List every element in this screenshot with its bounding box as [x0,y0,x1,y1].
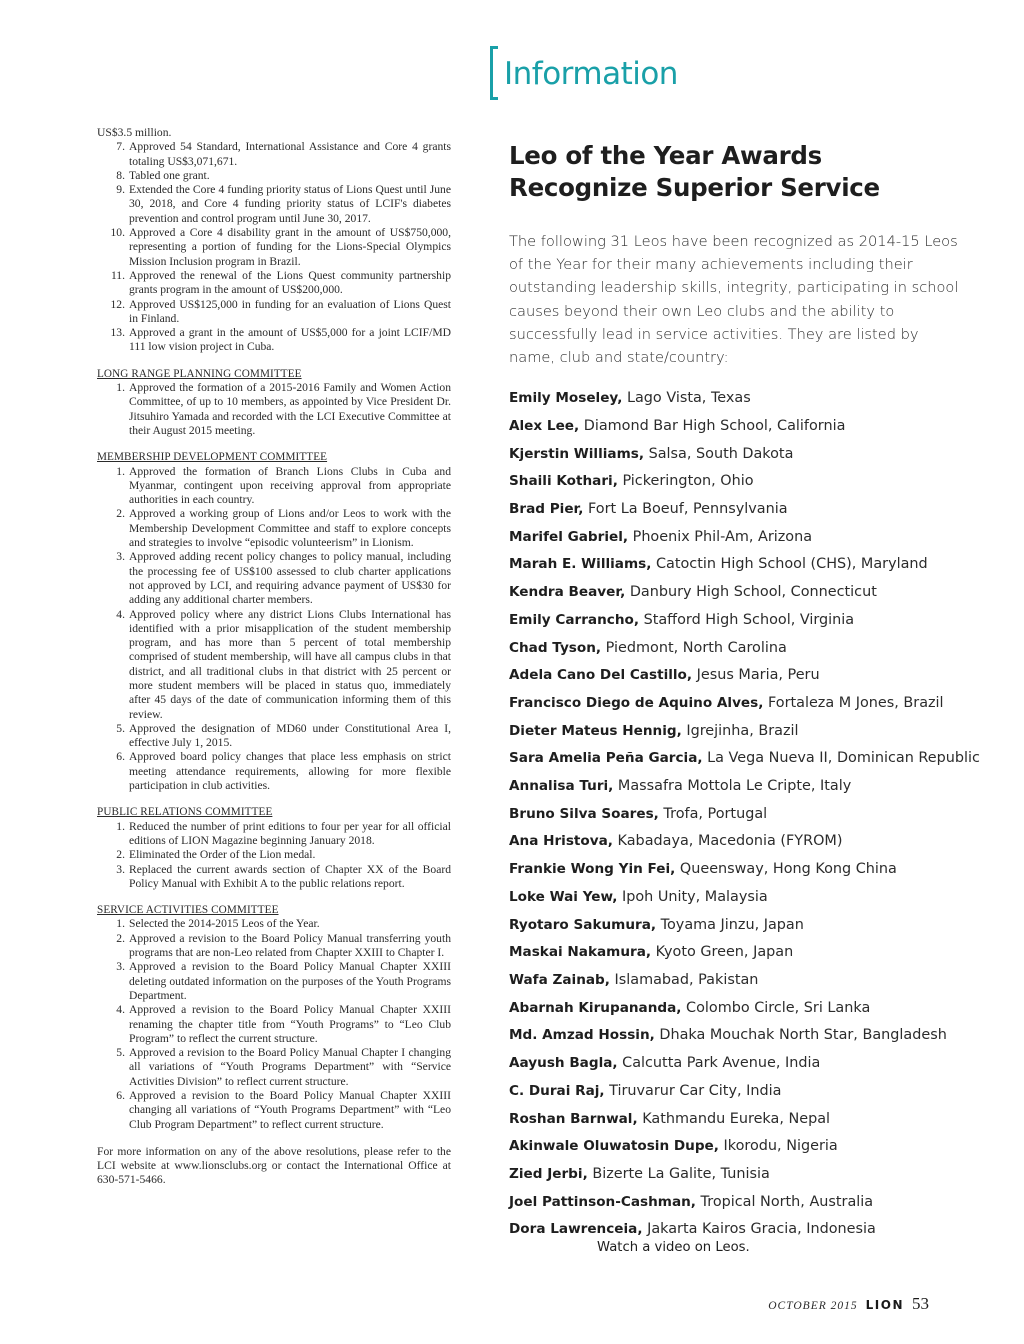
list-item [97,381,451,438]
leo-name: Alex Lee, [509,417,580,434]
leo-entry [509,690,959,718]
leo-name: Marifel Gabriel, [509,528,629,545]
item-text: Reduced the number of print editions to four per year for all official editions of LION Magazine beginning January 2018. [129,819,451,847]
leo-entry [509,1161,959,1189]
leo-name: Sara Amelia Peña Garcia, [509,750,703,767]
leo-club: Stafford High School, Virginia [639,611,855,628]
leo-club: Tiruvarur Car City, India [604,1082,782,1099]
leo-entry [509,579,959,607]
leo-entry [509,995,959,1023]
item-number: 5. [116,721,125,735]
item-number: 10. [110,226,125,240]
leo-entry [509,662,959,690]
leo-entry [509,718,959,746]
leo-entry [509,801,959,829]
leo-club: La Vega Nueva II, Dominican Republic [702,750,980,767]
list-item [97,298,451,327]
list-item [97,1046,451,1089]
leo-club: Piedmont, North Carolina [601,639,787,656]
item-number: 2. [116,848,125,862]
leo-club: Jesus Maria, Peru [692,667,820,684]
footer-magazine: LION [865,1298,904,1312]
leo-name: Wafa Zainab, [509,971,610,988]
leo-name: Kendra Beaver, [509,584,626,601]
leo-club: Islamabad, Pakistan [609,971,759,988]
leo-entry [509,939,959,967]
continuation-text: US$3.5 million. [97,126,172,139]
leo-club: Fort La Boeuf, Pennsylvania [583,501,788,518]
leo-entry [509,773,959,801]
item-number: 8. [116,168,125,182]
list-item [97,960,451,1003]
item-text: Eliminated the Order of the Lion medal. [129,848,316,862]
leo-name: Joel Pattinson-Cashman, [509,1193,696,1210]
article-title-line1: Leo of the Year Awards [509,141,822,170]
item-number: 1. [116,464,125,478]
item-text: Approved a revision to the Board Policy Manual Chapter I changing all variations of “Youth Programs Department” with “Service Activities Division” to reflect current structure. [129,1046,451,1088]
item-text: Approved 54 Standard, International Assistance and Core 4 grants totaling US$3,071,671. [129,140,451,168]
leo-name: Md. Amzad Hossin, [509,1027,655,1044]
leo-name: Zied Jerbi, [509,1165,588,1182]
leo-name: Chad Tyson, [509,639,602,656]
item-number: 1. [116,819,125,833]
leo-club: Diamond Bar High School, California [579,417,846,434]
item-number: 6. [116,750,125,764]
leo-club: Calcutta Park Avenue, India [617,1055,821,1072]
item-text: Approved adding recent policy changes to policy manual, including the processing fee of US$100 assessed to club charter applications not approved by LCI, and requiring advance payment of US$30 for adding any additional charter members. [129,550,451,607]
leo-club: Toyama Jinzu, Japan [656,916,804,933]
committee-section [97,903,451,1132]
item-text: Approved a revision to the Board Policy Manual transferring youth programs that are non-Leo related from Chapter XXIII to Chapter I. [129,931,451,960]
article-intro: The following 31 Leos have been recognized as 2014-15 Leos of the Year for their many achievements including their outstanding leadership skills, integrity, participating in school causes beyond their own Leo clubs and the ability to successfully lead in service activities. They are listed by name, club and state/country: [509,233,959,367]
item-text: Approved a grant in the amount of US$5,000 for a joint LCIF/MD 111 low vision project in Cuba. [129,326,451,354]
page-number: 53 [912,1294,929,1313]
leo-entry [509,413,959,441]
leo-name: Roshan Barnwal, [509,1110,638,1127]
leo-club: Kathmandu Eureka, Nepal [637,1110,831,1127]
leo-club: Massafra Mottola Le Cripte, Italy [613,778,852,795]
leo-entry [509,884,959,912]
item-number: 6. [116,1089,125,1102]
committee-section [97,805,451,891]
list-item [97,1003,451,1046]
list-item [97,326,451,355]
leo-entry [509,1078,959,1106]
leo-entry [509,1106,959,1134]
leo-entry [509,607,959,635]
item-number: 7. [116,140,125,154]
footnote: For more information on any of the above resolutions, please refer to the LCI website at www.lionsclubs.org or contact the International Office at 630-571-5466. [97,1144,451,1187]
leo-name: Frankie Wong Yin Fei, [509,861,676,878]
page-footer [768,1294,929,1314]
item-text: Approved board policy changes that place less emphasis on strict meeting attendance requirements, allowing for more flexible participation in club activities. [129,750,451,793]
leo-name: Aayush Bagla, [509,1055,618,1072]
item-text: Tabled one grant. [129,168,210,182]
leo-club: Danbury High School, Connecticut [625,584,877,601]
item-text: Approved US$125,000 in funding for an evaluation of Lions Quest in Finland. [129,297,451,325]
leo-club: Pickerington, Ohio [617,473,754,490]
leo-name: Francisco Diego de Aquino Alves, [509,694,764,711]
leo-entry [509,496,959,524]
list-item [97,465,451,508]
leo-entry [509,1189,959,1217]
continued-list [97,140,451,354]
bracket-mark [490,46,498,100]
leo-club: Fortaleza M Jones, Brazil [763,694,944,711]
list-item [97,1089,451,1132]
leo-club: Ikorodu, Nigeria [718,1138,838,1155]
leo-club: Ipoh Unity, Malaysia [617,888,768,905]
item-number: 12. [110,297,125,311]
leo-entry [509,967,959,995]
leo-name: Ryotaro Sakumura, [509,916,657,933]
list-item [97,722,451,751]
item-text: Approved a revision to the Board Policy Manual Chapter XXIII renaming the chapter title from “Youth Programs” to “Leo Club Program” to reflect the current structure. [129,1003,451,1045]
leo-club: Salsa, South Dakota [644,445,794,462]
list-item [97,550,451,607]
list-item [97,226,451,269]
leo-name: Emily Carrancho, [509,611,640,628]
leo-name: Akinwale Oluwatosin Dupe, [509,1138,719,1155]
list-item [97,507,451,550]
list-item [97,863,451,892]
list-item [97,183,451,226]
item-number: 2. [116,507,125,521]
leo-name: Annalisa Turi, [509,778,614,795]
committee-section [97,450,451,793]
leo-club: Kabadaya, Macedonia (FYROM) [612,833,843,850]
left-column [97,126,451,1199]
leo-club: Catoctin High School (CHS), Maryland [651,556,928,573]
leo-entry [509,385,959,413]
leo-club: Bizerte La Galite, Tunisia [587,1165,770,1182]
leo-name: Loke Wai Yew, [509,888,618,905]
leo-name: C. Durai Raj, [509,1082,605,1099]
list-item [97,932,451,961]
leo-club: Queensway, Hong Kong China [675,861,897,878]
item-text: Approved a revision to the Board Policy Manual Chapter XXIII deleting outdated information on the purposes of the Youth Programs Department. [129,960,451,1002]
item-number: 4. [116,607,125,621]
item-text: Approved the designation of MD60 under Constitutional Area I, effective July 1, 2015. [129,721,451,750]
leo-name: Emily Moseley, [509,390,623,407]
article-title-line2: Recognize Superior Service [509,173,880,202]
leo-name: Shaili Kothari, [509,473,618,490]
leo-name: Ana Hristova, [509,833,613,850]
item-number: 1. [116,917,125,931]
article [509,140,980,1244]
leo-entry [509,1133,959,1161]
leo-entry [509,635,959,663]
leo-name: Dora Lawrenceia, [509,1221,643,1238]
leo-entry [509,551,959,579]
leo-name: Dieter Mateus Hennig, [509,722,682,739]
item-number: 3. [116,862,125,876]
leo-entry [509,745,980,773]
committee-heading: LONG RANGE PLANNING COMMITTEE [97,367,302,380]
article-title [509,140,959,204]
leo-club: Colombo Circle, Sri Lanka [681,999,871,1016]
item-text: Approved a revision to the Board Policy Manual Chapter XXIII changing all variations of “Youth Programs Department” with “Leo Club Program Department” to reflect current structure. [129,1089,451,1131]
item-number: 9. [116,183,125,197]
leo-club: Igrejinha, Brazil [681,722,799,739]
leo-list [509,385,980,1244]
leo-entry [509,441,959,469]
leo-entry [509,828,959,856]
leo-club: Tropical North, Australia [695,1193,874,1210]
list-item [97,140,451,169]
item-text: Approved the renewal of the Lions Quest community partnership grants program in the amount of US$200,000. [129,268,451,297]
leo-entry [509,524,959,552]
committee-heading: MEMBERSHIP DEVELOPMENT COMMITTEE [97,451,328,464]
item-text: Approved the formation of a 2015-2016 Family and Women Action Committee, of up to 10 members, as appointed by Vice President Dr. Jitsuhiro Yamada and recorded with the LCI Executive Committee at their August 2015 meeting. [129,381,451,437]
item-text: Approved the formation of Branch Lions Clubs in Cuba and Myanmar, contingent upon receiving approval from appropriate authorities in each country. [129,464,451,507]
list-item [97,169,451,183]
list-item [97,917,451,931]
committee-heading: SERVICE ACTIVITIES COMMITTEE [97,904,279,917]
leo-entry [509,912,959,940]
footer-date: OCTOBER 2015 [768,1300,858,1312]
list-item [97,608,451,722]
item-text: Selected the 2014-2015 Leos of the Year. [129,917,320,931]
item-text: Approved a working group of Lions and/or Leos to work with the Membership Development Committee and staff to explore concepts and strategies to involve “episodic volunteerism” in Lionism. [129,507,451,550]
item-number: 13. [110,326,125,340]
item-number: 11. [110,268,125,282]
leo-club: Phoenix Phil-Am, Arizona [628,528,813,545]
list-item [97,269,451,298]
leo-name: Abarnah Kirupananda, [509,999,682,1016]
leo-club: Lago Vista, Texas [622,390,751,407]
list-item [97,820,451,849]
leo-entry [509,468,959,496]
item-number: 2. [116,931,125,945]
committee-heading: PUBLIC RELATIONS COMMITTEE [97,806,273,819]
video-link[interactable]: Watch a video on Leos. [597,1240,750,1255]
leo-entry [509,856,959,884]
leo-club: Jakarta Kairos Gracia, Indonesia [642,1221,876,1238]
leo-name: Marah E. Williams, [509,556,652,573]
leo-club: Trofa, Portugal [658,805,768,822]
leo-name: Adela Cano Del Castillo, [509,667,693,684]
leo-name: Bruno Silva Soares, [509,805,659,822]
item-number: 3. [116,550,125,564]
committees [97,367,451,1132]
leo-club: Dhaka Mouchak North Star, Bangladesh [654,1027,947,1044]
section-title: Information [504,56,678,92]
leo-name: Maskai Nakamura, [509,944,652,961]
item-text: Extended the Core 4 funding priority status of Lions Quest until June 30, 2018, and Core 4 funding priority status of LCIF's diabetes prevention and control program until June 30, 2017. [129,183,451,225]
section-header [490,48,678,100]
list-item [97,750,451,793]
item-text: Approved policy where any district Lions Clubs International has identified with a prior misapplication of the student membership program, and has more than 5 percent of total membership comprised of student membership, will have all campus clubs in that district, and all traditional clubs in that district with 25 percent or more student members will be placed in status quo, immediately after 45 days of the date of communication informing them of this review. [129,607,451,721]
leo-name: Brad Pier, [509,501,584,518]
list-item [97,848,451,862]
leo-entry [509,1022,959,1050]
item-number: 3. [116,960,125,974]
item-text: Approved a Core 4 disability grant in the amount of US$750,000, representing a portion of funding for the Lions-Special Olympics Mission Inclusion program in Brazil. [129,226,451,268]
leo-entry [509,1050,959,1078]
item-number: 5. [116,1046,125,1060]
item-number: 4. [116,1003,125,1017]
committee-section [97,367,451,438]
item-number: 1. [116,381,125,395]
item-text: Replaced the current awards section of Chapter XX of the Board Policy Manual with Exhibit A to the public relations report. [129,862,451,890]
leo-club: Kyoto Green, Japan [651,944,794,961]
leo-name: Kjerstin Williams, [509,445,645,462]
